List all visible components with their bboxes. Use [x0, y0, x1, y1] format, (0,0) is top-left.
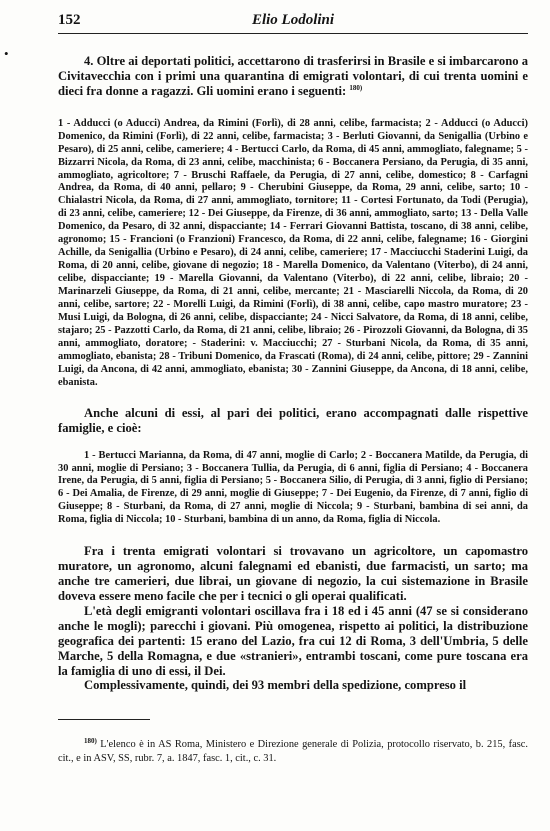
paragraph-ages-origin: L'età degli emigranti volontari oscillava fra i 18 ed i 45 anni (47 se si considerano anche le mogli); parecchi i giovani. Più omogenea, rispetto ai politici, la distribuzione geografica dei partenti: 15 erano del Lazio, fra cui 12 di Roma, 3 dell'Umbria, 5 delle Marche, 5 della Romagna, e due «stranieri», entrambi toscani, come pure toscana era la famiglia di uno di essi, il Dei. [58, 603, 528, 678]
paragraph-volunteer-emigrants [58, 54, 528, 99]
running-head-author: Elio Lodolini [251, 12, 335, 28]
footnote-text: L'elenco è in AS Roma, Ministero e Direzione generale di Polizia, protocollo riservato, b. 215, fasc. cit., e in ASV, SS, rubr. 7, a. 1847, fasc. 1, cit., c. 31. [58, 739, 528, 765]
footnote-reference: 180) [349, 83, 363, 92]
footnote-separator [58, 719, 150, 720]
list-male-emigrants: 1 - Adducci (o Aducci) Andrea, da Rimini (Forlì), di 28 anni, celibe, farmacista; 2 - Adducci (o Aducci) Domenico, da Rimini (Forlì), di 22 anni, celibe, farmacista; 3 - Berluti Giovanni, da Senigallia (Urbino e Pesaro), di 25 anni, celibe, cameriere; 4 - Bertucci Carlo, da Roma, di 45 anni, ammogliato, falegname; 5 - Bizzarri Nicola, da Roma, di 23 anni, celibe, macchinista; 6 - Boccanera Persiano, da Perugia, di 35 anni, ammogliato, agricoltore; 7 - Bruschi Raffaele, da Perugia, di 27 anni, celibe, domestico; 8 - Carfagni Andrea, da Roma, di 40 anni, pellaro; 9 - Cherubini Giuseppe, da Roma, 29 anni, celibe, sarto; 10 - Chialastri Nicola, da Roma, di 27 anni, ammogliato, tornitore; 11 - Cortesi Fortunato, da Todi (Perugia), di 23 anni, celibe, cameriere; 12 - Dei Giuseppe, da Firenze, di 36 anni, ammogliato, sarto; 13 - Della Valle Domenico, da Pesaro, di 32 anni, dispacciante; 14 - Ferrari Giovanni Battista, toscano, di 38 anni, celibe, agronomo; 15 - Francioni (o Franzioni) Francesco, da Roma, di 22 anni, celibe, falegname; 16 - Giorgini Achille, da Senigallia (Urbino e Pesaro), di 24 anni, celibe, cameriere; 17 - Macciucchi Staderini Luigi, da Roma, di 20 anni, celibe, giovane di negozio; 18 - Marella Domenico, da Valentano (Viterbo), di 24 anni, celibe, dispacciante; 19 - Marella Giovanni, da Valentano (Viterbo), di 22 anni, celibe, libraio; 20 - Marinarzeli Giuseppe, da Roma, di 21 anni, celibe, mercante; 21 - Masciarelli Niccola, da Roma, di 20 anni, celibe, sartore; 22 - Morelli Luigi, da Rimini (Forlì), di 38 anni, celibe, capo mastro muratore; 23 - Musi Luigi, da Bologna, di 26 anni, celibe, dispacciante; 24 - Nicci Salvatore, da Roma, di 18 anni, celibe, stajaro; 25 - Pazzotti Carlo, da Roma, di 21 anni, celibe, libraio; 26 - Pirozzoli Giovanni, da Bologna, di 35 anni, ammogliato, doratore; - Staderini: v. Macciucchi; 27 - Sturbani Nicola, da Roma, di 35 anni, ammogliato, ebanista; 28 - Tribuni Domenico, da Frascati (Roma), di 24 anni, celibe, pittore; 29 - Zannini Luigi, da Ancona, di 42 anni, ammogliato, ebanista; 30 - Zannini Giuseppe, da Ancona, di 18 anni, celibe, ebanista. [58, 117, 528, 388]
footnote-180 [58, 738, 528, 766]
page-number: 152 [58, 12, 81, 28]
margin-bullet-mark: • [4, 46, 9, 61]
book-page [58, 12, 528, 766]
page-header [58, 12, 528, 32]
header-rule [58, 33, 528, 34]
footnote-marker: 180) [84, 737, 97, 746]
intro-text: 4. Oltre ai deportati politici, accettarono di trasferirsi in Brasile e si imbarcarono a Civitavecchia con i primi una quarantina di emigrati volontari, di cui trenta uomini e dieci fra donne a ragazzi. Gli uomini erano i seguenti: [58, 54, 528, 98]
list-family-members: 1 - Bertucci Marianna, da Roma, di 47 anni, moglie di Carlo; 2 - Boccanera Matilde, da Perugia, di 30 anni, moglie di Persiano; 3 - Boccanera Tullia, da Perugia, di 6 anni, figlia di Persiano; 4 - Boccanera Irene, da Perugia, di 5 anni, figlia di Persiano; 5 - Boccanera Silio, di Perugia, di 3 anni, figlio di Persiano; 6 - Dei Amalia, de Firenze, di 29 anni, moglie di Giuseppe; 7 - Dei Eugenio, da Firenze, di 7 anni, figlio di Giuseppe; 8 - Sturbani, da Roma, di 27 anni, moglie di Niccola; 9 - Sturbani, bambina di sei anni, da Roma, figlia di Niccola; 10 - Sturbani, bambina di un anno, da Roma, figlia di Niccola. [58, 449, 528, 526]
paragraph-families-intro: Anche alcuni di essi, al pari dei politici, erano accompagnati dalle rispettive famiglie, e cioè: [58, 405, 528, 435]
paragraph-total-members: Complessivamente, quindi, dei 93 membri della spedizione, compreso il [84, 678, 467, 693]
paragraph-trades: Fra i trenta emigrati volontari si trovavano un agricoltore, un capomastro muratore, un agronomo, alcuni falegnami ed ebanisti, due farmacisti, un sarto; ma anche tre camerieri, due librai, un giovane di negozio, la cui sistemazione in Brasile doveva essere meno facile che per i tecnici o gli operai qualificati. [58, 544, 528, 603]
